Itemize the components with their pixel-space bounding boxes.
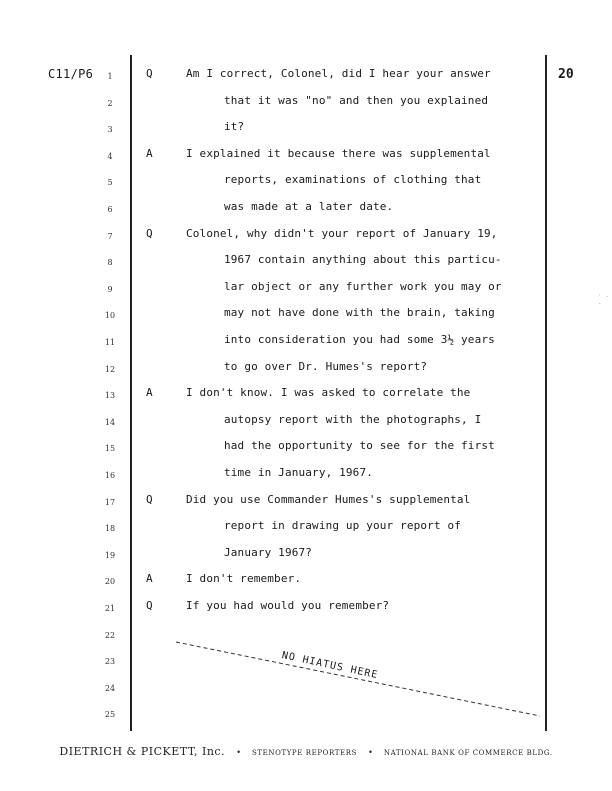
line-text: may not have done with the brain, taking	[224, 306, 495, 320]
transcript-line	[0, 120, 612, 146]
transcript-line	[0, 466, 612, 492]
line-number: 19	[104, 550, 116, 560]
line-text: lar object or any further work you may or	[224, 279, 502, 293]
line-number: 23	[104, 657, 116, 667]
transcript-line	[0, 173, 612, 199]
line-number: 25	[104, 710, 116, 720]
firm-name: DIETRICH & PICKETT, Inc.	[59, 745, 226, 758]
line-number: 12	[104, 364, 116, 374]
transcript-line	[0, 360, 612, 386]
line-text: into consideration you had some 3½ years	[224, 333, 495, 346]
transcript-line	[0, 546, 612, 572]
speaker-label: Q	[146, 226, 153, 240]
line-number: 20	[104, 577, 116, 587]
line-number: 1	[107, 72, 113, 81]
hiatus-annotation: NO HIATUS HERE	[280, 650, 380, 682]
line-number: 17	[104, 497, 116, 507]
transcript-line	[0, 67, 612, 93]
transcript-line	[0, 572, 612, 598]
line-text: was made at a later date.	[224, 200, 394, 213]
line-number: 10	[104, 311, 116, 321]
speaker-label: Q	[146, 492, 153, 506]
transcript-line	[0, 599, 612, 625]
line-number: 2	[107, 98, 113, 108]
firm-service: STENOTYPE REPORTERS	[252, 749, 357, 757]
transcript-line	[0, 519, 612, 545]
line-number: 9	[107, 284, 113, 294]
footer-separator: •	[236, 748, 241, 757]
line-number: 8	[107, 258, 113, 268]
line-text: had the opportunity to see for the first	[224, 439, 495, 453]
line-text: January 1967?	[224, 545, 313, 559]
line-number: 21	[104, 604, 116, 613]
speaker-label: Q	[146, 67, 153, 80]
transcript-line	[0, 333, 612, 359]
footer	[0, 740, 612, 759]
line-number: 11	[104, 338, 116, 347]
footer-separator: •	[368, 748, 373, 757]
line-text: time in January, 1967.	[224, 466, 373, 479]
line-text: autopsy report with the photographs, I	[224, 412, 482, 426]
margin-mark: · . .	[598, 292, 609, 306]
transcript-line	[0, 386, 612, 412]
line-number: 7	[107, 231, 113, 241]
line-number: 3	[107, 125, 113, 135]
line-text: Am I correct, Colonel, did I hear your answer	[186, 67, 491, 80]
line-number: 18	[104, 524, 116, 534]
line-number: 13	[104, 391, 116, 401]
firm-address: NATIONAL BANK OF COMMERCE BLDG.	[383, 749, 553, 757]
transcript-line	[0, 306, 612, 332]
speaker-label: A	[146, 386, 153, 400]
line-number: 4	[107, 151, 113, 161]
document-code: C11/P6	[48, 67, 94, 81]
line-text: Colonel, why didn't your report of January 19,	[186, 226, 498, 240]
line-text: report in drawing up your report of	[224, 519, 462, 533]
line-number: 15	[104, 444, 116, 454]
line-number: 5	[107, 178, 113, 188]
line-text: to go over Dr. Humes's report?	[224, 359, 428, 373]
line-text: 1967 contain anything about this particu-	[224, 253, 502, 267]
line-text: Did you use Commander Humes's supplemental	[186, 492, 471, 506]
line-text: I explained it because there was supplemental	[186, 146, 491, 160]
transcript-line	[0, 94, 612, 120]
line-number: 16	[104, 471, 116, 480]
line-text: I don't know. I was asked to correlate the	[186, 386, 471, 400]
transcript-line	[0, 200, 612, 226]
line-number: 24	[104, 683, 116, 693]
speaker-label: A	[146, 146, 153, 160]
transcript-line	[0, 439, 612, 465]
line-text: If you had would you remember?	[186, 599, 390, 612]
transcript-line	[0, 280, 612, 306]
line-text: it?	[224, 120, 245, 134]
line-text: that it was "no" and then you explained	[224, 93, 489, 107]
line-text: reports, examinations of clothing that	[224, 173, 482, 187]
transcript-line	[0, 253, 612, 279]
speaker-label: Q	[146, 599, 153, 612]
line-number: 22	[104, 630, 116, 640]
transcript-line	[0, 147, 612, 173]
line-number: 6	[107, 205, 113, 214]
transcript-line	[0, 227, 612, 253]
transcript-line	[0, 493, 612, 519]
hiatus-dashed-line	[176, 640, 540, 720]
line-text: I don't remember.	[186, 572, 302, 586]
transcript-line	[0, 413, 612, 439]
speaker-label: A	[146, 572, 153, 586]
page-number: 20	[558, 67, 574, 82]
line-number: 14	[104, 417, 116, 427]
